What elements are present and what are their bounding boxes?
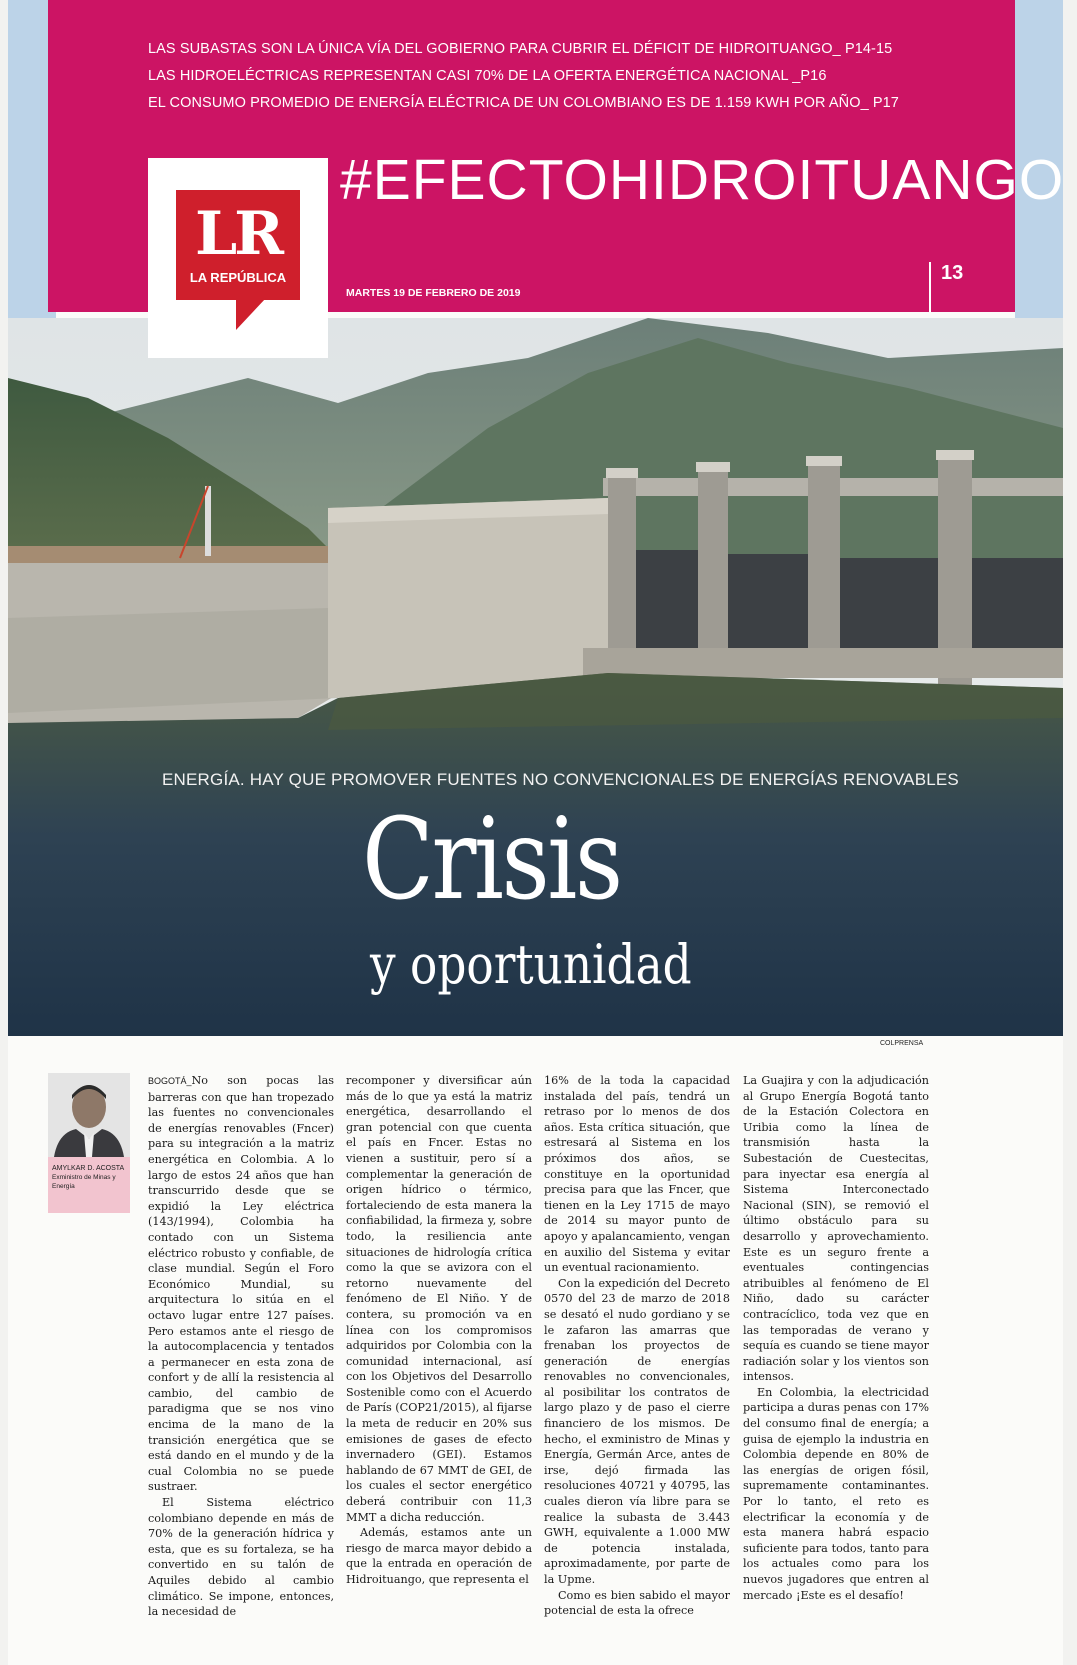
teaser-list <box>148 36 899 117</box>
article-paragraph: La Guajira y con la adjudicación al Grupo Energía Bogotá tanto de la Estación Colectora en Uribia como la línea de transmisión hasta la Subestación de Cuestecitas, para inyectar esa energía al Sistema Interconectado Nacional (SIN), se removió el último obstáculo para su desarrollo y aprovechamiento. Este es un seguro frente a eventuales contingencias atribuibles al fenómeno de El Niño, dado su carácter contracíclico, toda vez que en las temporadas de verano y sequía es cuando se tiene mayor radiación solar y los vientos son intensos. <box>743 1074 929 1384</box>
article-paragraph: Como es bien sabido el mayor potencial de esta la ofrece <box>544 1588 730 1618</box>
article-column-2 <box>346 1073 532 1588</box>
dateline: BOGOTÁ_ <box>148 1076 192 1086</box>
issue-date: MARTES 19 DE FEBRERO DE 2019 <box>346 287 521 299</box>
article-paragraph: El Sistema eléctrico colombiano depende en más de 70% de la generación hídrica y esta, que es su fortaleza, se ha convertido en su talón de Aquiles debido al cambio climático. Se impone, entonces, la necesidad de <box>148 1496 334 1619</box>
article-paragraph: Además, estamos ante un riesgo de marca mayor debido a que la entrada en operación de Hidroituango, que representa el <box>346 1526 532 1586</box>
logo-badge <box>176 190 300 300</box>
author-name: AMYLKAR D. ACOSTA <box>52 1165 125 1172</box>
author-caption <box>48 1157 130 1213</box>
author-portrait-icon <box>48 1073 130 1157</box>
page-number-divider <box>929 262 931 312</box>
author-role: Exministro de Minas y Energía <box>52 1174 116 1190</box>
section-title: #EFECTOHIDROITUANGO <box>340 148 1065 212</box>
masthead-logo[interactable] <box>148 158 328 358</box>
article-paragraph: 16% de la toda la capacidad instalada del país, tendrá un retraso por lo menos de dos años. Esta crítica situación, que estresará al Sistema en los próximos dos años, se constituye en la oportunidad precisa para que las Fncer, que tienen en la Ley 1715 de mayo de 2014 su mayor punto de apoyo y apalancamiento, vengan en auxilio del Sistema y evitar un eventual racionamiento. <box>544 1074 730 1275</box>
page-number: 13 <box>941 262 964 284</box>
logo-name: LA REPÚBLICA <box>189 270 287 285</box>
article-paragraph <box>148 1073 334 1495</box>
logo-letters: LR <box>194 199 282 269</box>
author-avatar <box>48 1073 130 1157</box>
article-column-4 <box>743 1073 929 1603</box>
article-headline: Crisis <box>362 795 621 925</box>
article-paragraph: Con la expedición del Decreto 0570 del 23 de marzo de 2018 se desató el nudo gordiano y se le zafaron las amarras que frenaban los proyectos de generación de energías renovables no convencionales, al posibilitar los contratos de largo plazo y de paso el cierre financiero de los mismos. De hecho, el exministro de Minas y Energía, Germán Arce, antes de irse, dejó firmada las resoluciones 40721 y 40795, las cuales dieron vía libre para se realice la subasta de 3.443 GWH, equivalente a 1.000 MW de potencia instalada, aproximadamente, por parte de la Upme. <box>544 1276 730 1586</box>
teaser-link[interactable]: LAS HIDROELÉCTRICAS REPRESENTAN CASI 70% DE LA OFERTA ENERGÉTICA NACIONAL _P16 <box>148 68 827 84</box>
teaser-link[interactable]: EL CONSUMO PROMEDIO DE ENERGÍA ELÉCTRICA DE UN COLOMBIANO ES DE 1.159 KWH POR AÑO_ P17 <box>148 95 899 111</box>
article-paragraph: En Colombia, la electricidad participa a duras penas con 17% del consumo final de energía; a guisa de ejemplo la industria en Colombia depende en 80% de las energías de origen fósil, supremamente contaminantes. Por lo tanto, el reto es electrificar la economía y de esta manera habrá espacio suficiente para todos, tanto para los actuales como para los nuevos jugadores que entren al mercado ¡Este es el desafío! <box>743 1385 929 1602</box>
article-column-3 <box>544 1073 730 1619</box>
article-subheadline: y oportunidad <box>370 933 692 996</box>
paragraph-text: No son pocas las barreras con que han tropezado las fuentes no convencionales de energías renovables (Fncer) para su integración a la matriz energética en Colombia. A lo largo de estos 24 años que han transcurrido desde que se expidió la Ley eléctrica (143/1994), Colombia ha contado con un Sistema eléctrico robusto y confiable, de clase mundial. Según el Foro Económico Mundial, su arquitectura lo sitúa en el octavo lugar entre 127 países. Pero estamos ante el riesgo de la autocomplacencia y tentados a permanecer en esta zona de confort y de allí la resistencia al cambio, del cambio de paradigma que se nos vino encima de la mano de la transición energética que se está dando en el mundo y de la cual Colombia no se puede sustraer. <box>148 1074 334 1494</box>
photo-credit: COLPRENSA <box>880 1040 924 1047</box>
logo-speech-tail <box>236 298 266 330</box>
article-paragraph: recomponer y diversificar aún más de lo que ya está la matriz energética, desarrollando el gran potencial con que cuenta el país en Fncer. Estas no vienen a sustituir, pero sí a complementar la generación de origen hídrico o térmico, fortaleciendo de esta manera la confiabilidad, la firmeza y, sobre todo, la resiliencia ante situaciones de hidrología crítica como la que se avizora con el retorno nuevamente del fenómeno de El Niño. Y de contera, su promoción va en línea con los compromisos adquiridos por Colombia con la comunidad internacional, así con los Objetivos del Desarrollo Sostenible como con el Acuerdo de París (COP21/2015), al fijarse la meta de reducir en 20% sus emisiones de gases de efecto invernadero (GEI). Estamos hablando de 67 MMT de GEI, de los cuales el sector energético deberá contribuir con 11,3 MMT a dicha reducción. <box>346 1074 532 1524</box>
teaser-link[interactable]: LAS SUBASTAS SON LA ÚNICA VÍA DEL GOBIERNO PARA CUBRIR EL DÉFICIT DE HIDROITUANGO_ P14-15 <box>148 41 893 57</box>
article-kicker: ENERGÍA. HAY QUE PROMOVER FUENTES NO CONVENCIONALES DE ENERGÍAS RENOVABLES <box>162 770 959 789</box>
article-column-1 <box>148 1073 334 1620</box>
